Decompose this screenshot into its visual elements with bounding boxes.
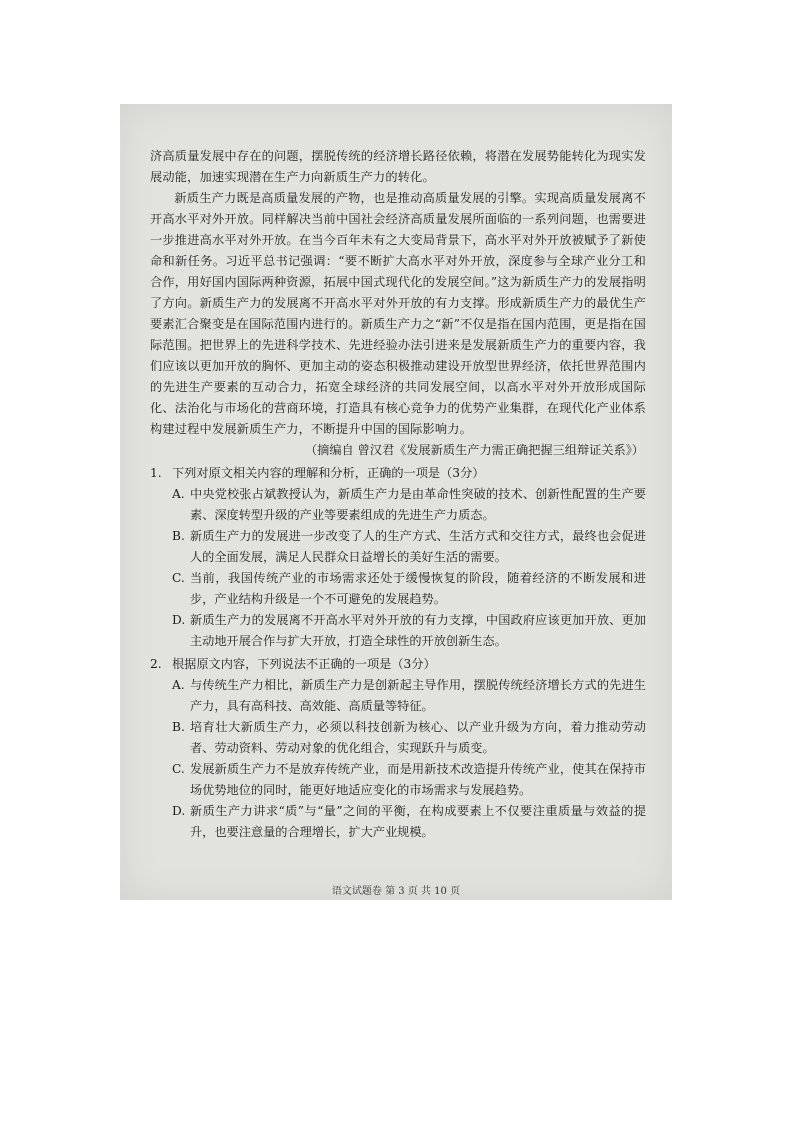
passage-source: （摘编自 曾汉君《发展新质生产力需正确把握三组辩证关系》） — [304, 443, 644, 457]
question-number: 2. — [150, 657, 162, 671]
question-2 — [150, 654, 646, 843]
option-label: C. — [172, 571, 185, 585]
option-text: 中央党校张占斌教授认为，新质生产力是由革命性突破的技术、创新性配置的生产要素、深度转型升级的产业等要素组成的先进生产力质态。 — [190, 487, 646, 522]
page-footer: 语文试题卷 第 3 页 共 10 页 — [331, 886, 461, 897]
exam-page — [120, 104, 672, 900]
option-text: 新质生产力的发展离不开高水平对外开放的有力支撑，中国政府应该更加开放、更加主动地开展合作与扩大开放，打造全球性的开放创新生态。 — [190, 613, 646, 648]
question-1-option-c — [150, 568, 646, 610]
question-1 — [150, 463, 646, 652]
question-2-option-d — [150, 801, 646, 843]
option-label: B. — [172, 529, 185, 543]
question-2-option-a — [150, 675, 646, 717]
option-text: 新质生产力的发展进一步改变了人的生产方式、生活方式和交往方式，最终也会促进人的全面发展，满足人民群众日益增长的美好生活的需要。 — [190, 529, 646, 564]
option-label: D. — [172, 804, 186, 818]
option-text: 与传统生产力相比，新质生产力是创新起主导作用，摆脱传统经济增长方式的先进生产力，具有高科技、高效能、高质量等特征。 — [190, 678, 646, 713]
option-label: A. — [172, 487, 185, 501]
passage-paragraph-1: 济高质量发展中存在的问题，摆脱传统的经济增长路径依赖，将潜在发展势能转化为现实发展动能，加速实现潜在生产力向新质生产力的转化。 — [150, 149, 646, 184]
option-label: D. — [172, 613, 186, 627]
option-label: B. — [172, 720, 185, 734]
question-text: 下列对原文相关内容的理解和分析，正确的一项是（3分） — [172, 466, 485, 480]
question-1-option-b — [150, 526, 646, 568]
question-2-stem — [150, 654, 646, 675]
passage-paragraph-2: 新质生产力既是高质量发展的产物，也是推动高质量发展的引擎。实现高质量发展离不开高水平对外开放。同样解决当前中国社会经济高质量发展所面临的一系列问题，也需要进一步推进高水平对外开放。在当今百年未有之大变局背景下，高水平对外开放被赋予了新使命和新任务。习近平总书记强调：“要不断扩大高水平对外开放，深度参与全球产业分工和合作，用好国内国际两种资源，拓展中国式现代化的发展空间。”这为新质生产力的发展指明了方向。新质生产力的发展离不开高水平对外开放的有力支撑。形成新质生产力的最优生产要素汇合聚变是在国际范围内进行的。新质生产力之“新”不仅是指在国内范围，更是指在国际范围。把世界上的先进科学技术、先进经验办法引进来是发展新质生产力的重要内容，我们应该以更加开放的胸怀、更加主动的姿态积极推动建设开放型世界经济，依托世界范围内的先进生产要素的互动合力，拓宽全球经济的共同发展空间，以高水平对外开放形成国际化、法治化与市场化的营商环境，打造具有核心竞争力的优势产业集群，在现代化产业体系构建过程中发展新质生产力，不断提升中国的国际影响力。 — [150, 191, 646, 436]
option-text: 当前，我国传统产业的市场需求还处于缓慢恢复的阶段，随着经济的不断发展和进步，产业结构升级是一个不可避免的发展趋势。 — [190, 571, 646, 606]
question-text: 根据原文内容，下列说法不正确的一项是（3分） — [172, 657, 436, 671]
question-1-option-a — [150, 484, 646, 526]
question-number: 1. — [150, 466, 162, 480]
question-1-option-d — [150, 610, 646, 652]
question-1-stem — [150, 463, 646, 484]
option-label: A. — [172, 678, 185, 692]
page-content — [150, 146, 646, 843]
option-text: 新质生产力讲求“质”与“量”之间的平衡，在构成要素上不仅要注重质量与效益的提升，也要注意量的合理增长，扩大产业规模。 — [190, 804, 646, 839]
option-text: 发展新质生产力不是放弃传统产业，而是用新技术改造提升传统产业，使其在保持市场优势地位的同时，能更好地适应变化的市场需求与发展趋势。 — [190, 762, 646, 797]
option-text: 培育壮大新质生产力，必须以科技创新为核心、以产业升级为方向，着力推动劳动者、劳动资料、劳动对象的优化组合，实现跃升与质变。 — [190, 720, 646, 755]
question-2-option-b — [150, 717, 646, 759]
option-label: C. — [172, 762, 185, 776]
question-2-option-c — [150, 759, 646, 801]
